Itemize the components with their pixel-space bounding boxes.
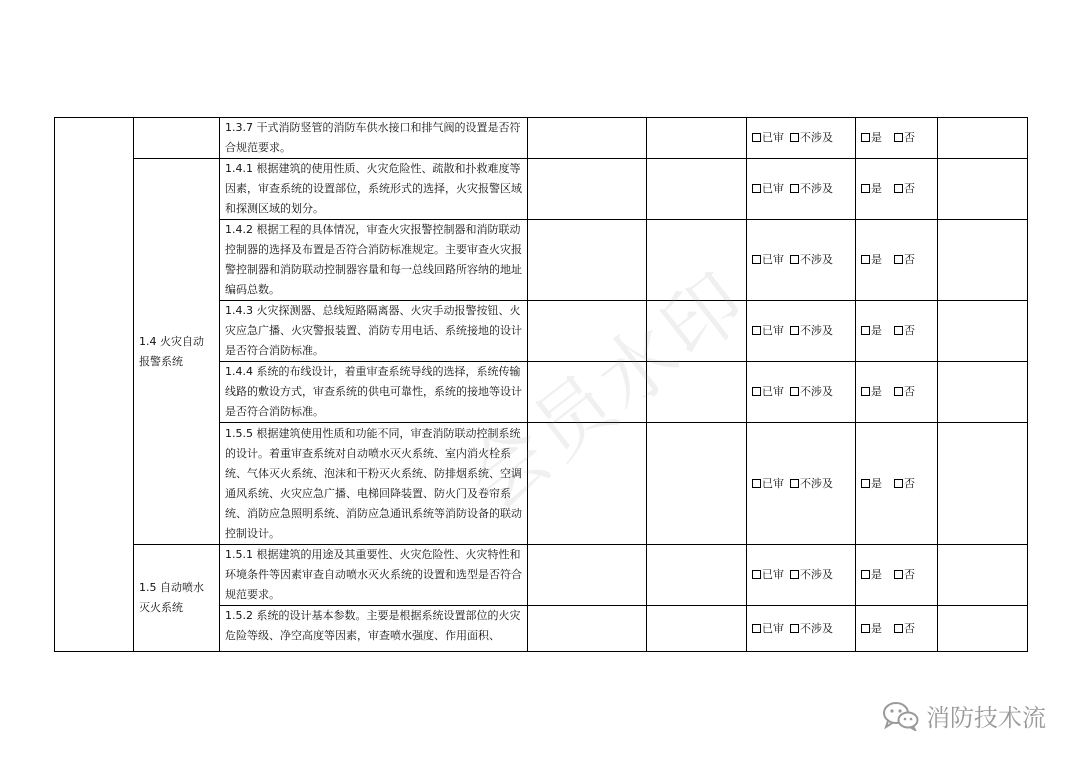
reviewed-label: 已审 [762,324,784,337]
review-status-options [747,545,856,606]
no-label: 否 [904,131,915,144]
review-item-text: 1.5.1 根据建筑的用途及其重要性、火灾危险性、火灾特性和环境条件等因素审查自动喷水灭火系统的设置和选型是否符合规范要求。 [220,545,528,606]
no-label: 否 [904,182,915,195]
blank-cell [647,362,747,423]
reviewed-checkbox[interactable] [752,255,761,264]
review-item-text: 1.4.1 根据建筑的使用性质、火灾危险性、疏散和扑救难度等因素，审查系统的设置部位，系统形式的选择，火灾报警区域和探测区域的划分。 [220,159,528,220]
not-applicable-checkbox[interactable] [790,255,799,264]
yes-label: 是 [871,131,882,144]
table-row [55,118,1028,159]
compliance-options [856,362,938,423]
remarks-cell [938,423,1028,545]
not-applicable-checkbox[interactable] [790,479,799,488]
review-table [54,117,1028,652]
watermark: 会员水印 [451,255,766,528]
no-checkbox[interactable] [894,133,903,142]
remarks-cell [938,545,1028,606]
review-item-text: 1.4.4 系统的布线设计，着重审查系统导线的选择，系统传输线路的敷设方式，审查系统的供电可靠性，系统的接地等设计是否符合消防标准。 [220,362,528,423]
review-item-text: 1.4.2 根据工程的具体情况，审查火灾报警控制器和消防联动控制器的选择及布置是否符合消防标准规定。主要审查火灾报警控制器和消防联动控制器容量和每一总线回路所容纳的地址编码总数。 [220,220,528,301]
reviewed-checkbox[interactable] [752,133,761,142]
brand-footer [882,698,1046,733]
remarks-cell [938,159,1028,220]
review-item-text: 1.3.7 干式消防竖管的消防车供水接口和排气阀的设置是否符合规范要求。 [220,118,528,159]
remarks-cell [938,301,1028,362]
remarks-cell [938,362,1028,423]
yes-checkbox[interactable] [861,387,870,396]
not-applicable-checkbox[interactable] [790,133,799,142]
not-applicable-label: 不涉及 [800,324,833,337]
review-item-text: 1.5.5 根据建筑使用性质和功能不同，审查消防联动控制系统的设计。着重审查系统对自动喷水灭火系统、室内消火栓系统、气体灭火系统、泡沫和干粉灭火系统、防排烟系统、空调通风系统、火灾应急广播、电梯回降装置、防火门及卷帘系统、消防应急照明系统、消防应急通讯系统等消防设备的联动控制设计。 [220,423,528,545]
no-label: 否 [904,253,915,266]
blank-cell [647,301,747,362]
blank-cell [528,159,647,220]
wechat-icon [882,701,920,731]
yes-checkbox[interactable] [861,624,870,633]
review-status-options [747,423,856,545]
no-label: 否 [904,324,915,337]
review-status-options [747,301,856,362]
yes-label: 是 [871,476,882,490]
blank-cell [647,423,747,545]
blank-cell [647,118,747,159]
review-status-options [747,362,856,423]
no-label: 否 [904,621,915,635]
review-item-text: 1.5.2 系统的设计基本参数。主要是根据系统设置部位的火灾危险等级、净空高度等因素，审查喷水强度、作用面积、 [220,606,528,652]
yes-label: 是 [871,253,882,266]
not-applicable-checkbox[interactable] [790,184,799,193]
review-status-options [747,118,856,159]
reviewed-label: 已审 [762,476,784,490]
blank-cell [528,118,647,159]
yes-label: 是 [871,182,882,195]
yes-checkbox[interactable] [861,255,870,264]
reviewed-label: 已审 [762,568,784,581]
no-checkbox[interactable] [894,255,903,264]
not-applicable-label: 不涉及 [800,568,833,581]
remarks-cell [938,606,1028,652]
system-cell-fire-alarm: 1.4 火灾自动报警系统 [134,159,220,545]
yes-checkbox[interactable] [861,184,870,193]
reviewed-label: 已审 [762,253,784,266]
not-applicable-checkbox[interactable] [790,326,799,335]
table-row [55,159,1028,220]
reviewed-checkbox[interactable] [752,326,761,335]
no-checkbox[interactable] [894,624,903,633]
yes-checkbox[interactable] [861,479,870,488]
not-applicable-label: 不涉及 [800,385,833,398]
reviewed-label: 已审 [762,385,784,398]
no-checkbox[interactable] [894,387,903,396]
no-label: 否 [904,568,915,581]
review-status-options [747,220,856,301]
review-status-options [747,159,856,220]
remarks-cell [938,220,1028,301]
compliance-options [856,118,938,159]
system-cell-sprinkler: 1.5 自动喷水灭火系统 [134,545,220,652]
table-row [55,545,1028,606]
brand-name: 消防技术流 [926,704,1046,732]
reviewed-label: 已审 [762,182,784,195]
reviewed-checkbox[interactable] [752,184,761,193]
reviewed-label: 已审 [762,131,784,144]
compliance-options [856,301,938,362]
not-applicable-label: 不涉及 [800,131,833,144]
yes-label: 是 [871,324,882,337]
no-label: 否 [904,385,915,398]
blank-cell [647,159,747,220]
no-checkbox[interactable] [894,326,903,335]
blank-cell [528,362,647,423]
blank-cell [528,220,647,301]
compliance-options [856,606,938,652]
not-applicable-label: 不涉及 [800,476,833,490]
reviewed-checkbox[interactable] [752,570,761,579]
not-applicable-checkbox[interactable] [790,570,799,579]
no-checkbox[interactable] [894,479,903,488]
no-label: 否 [904,476,915,490]
yes-checkbox[interactable] [861,326,870,335]
not-applicable-label: 不涉及 [800,253,833,266]
blank-cell [528,301,647,362]
blank-cell [647,545,747,606]
yes-label: 是 [871,621,882,635]
yes-label: 是 [871,568,882,581]
yes-label: 是 [871,385,882,398]
blank-cell [528,606,647,652]
yes-checkbox[interactable] [861,570,870,579]
compliance-options [856,545,938,606]
system-cell [134,118,220,159]
not-applicable-checkbox[interactable] [790,387,799,396]
review-item-text: 1.4.3 火灾探测器、总线短路隔离器、火灾手动报警按钮、火灾应急广播、火灾警报装置、消防专用电话、系统接地的设计是否符合消防标准。 [220,301,528,362]
blank-cell [647,220,747,301]
reviewed-label: 已审 [762,621,784,635]
reviewed-checkbox[interactable] [752,387,761,396]
no-checkbox[interactable] [894,184,903,193]
blank-cell [647,606,747,652]
yes-checkbox[interactable] [861,133,870,142]
reviewed-checkbox[interactable] [752,479,761,488]
review-status-options [747,606,856,652]
not-applicable-checkbox[interactable] [790,624,799,633]
no-checkbox[interactable] [894,570,903,579]
category-cell [55,118,134,652]
reviewed-checkbox[interactable] [752,624,761,633]
not-applicable-label: 不涉及 [800,621,833,635]
blank-cell [528,545,647,606]
blank-cell [528,423,647,545]
compliance-options [856,423,938,545]
compliance-options [856,220,938,301]
remarks-cell [938,118,1028,159]
not-applicable-label: 不涉及 [800,182,833,195]
compliance-options [856,159,938,220]
